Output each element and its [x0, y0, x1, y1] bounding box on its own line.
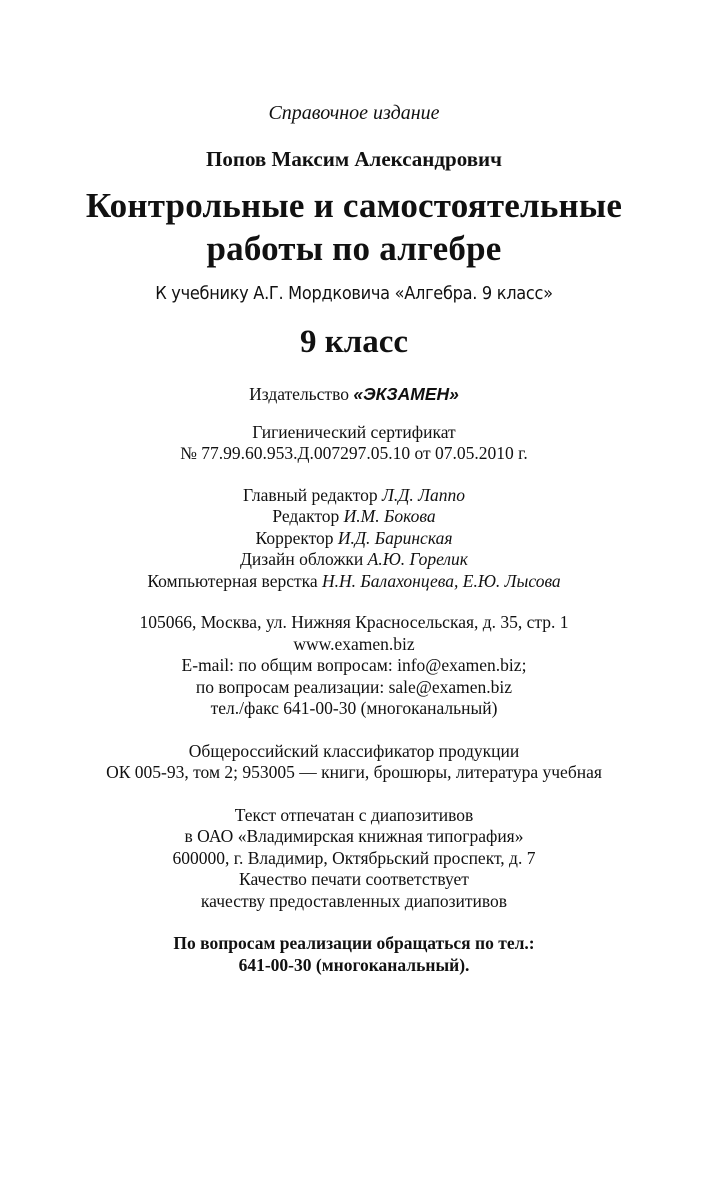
email-sales: по вопросам реализации: sale@examen.biz: [195, 676, 513, 697]
printing-line: в ОАО «Владимирская книжная типография»: [184, 826, 524, 846]
grade-label: 9 класс: [299, 324, 409, 360]
certificate-block: [0, 422, 708, 465]
subtitle: К учебнику А.Г. Мордковича «Алгебра. 9 класс»: [155, 283, 553, 304]
staff-role: Редактор: [272, 506, 340, 526]
sales-contact-line: По вопросам реализации обращаться по тел.:: [173, 933, 535, 953]
classifier-title: Общероссийский классификатор продукции: [188, 740, 520, 761]
staff-item: [0, 528, 708, 550]
postal-address: 105066, Москва, ул. Нижняя Красносельская, д. 35, стр. 1: [139, 612, 569, 632]
staff-name: И.М. Бокова: [343, 506, 436, 526]
staff-item: [0, 571, 708, 593]
staff-name: Н.Н. Балахонцева, Е.Ю. Лысова: [322, 570, 561, 591]
publisher-label: Издательство: [249, 384, 349, 404]
classifier-code: ОК 005-93, том 2; 953005 — книги, брошюры, литература учебная: [106, 762, 602, 782]
staff-name: А.Ю. Горелик: [367, 549, 468, 569]
staff-item: [0, 485, 708, 507]
title-line: Контрольные и самостоятельные: [85, 186, 623, 225]
staff-role: Корректор: [255, 527, 334, 548]
certificate-number: № 77.99.60.953.Д.007297.05.10 от 07.05.2010 г.: [180, 443, 528, 463]
publisher-line: [0, 384, 708, 406]
address-block: [0, 612, 708, 720]
series-label: Справочное издание: [268, 102, 440, 124]
printing-line: качеству предоставленных диапозитивов: [200, 890, 508, 911]
staff-role: Главный редактор: [243, 484, 378, 505]
staff-role: Компьютерная верстка: [147, 570, 318, 591]
printing-line: Текст отпечатан с диапозитивов: [234, 804, 474, 825]
website: www.examen.biz: [293, 633, 415, 654]
printing-line: 600000, г. Владимир, Октябрьский проспект, д. 7: [172, 847, 536, 868]
sales-contact-line: 641-00-30 (многоканальный).: [238, 954, 470, 975]
certificate-title: Гигиенический сертификат: [252, 421, 456, 442]
staff-name: Л.Д. Лаппо: [381, 484, 465, 505]
publisher-name: «ЭКЗАМЕН»: [353, 384, 459, 404]
classifier-block: [0, 741, 708, 784]
email-general: E-mail: по общим вопросам: info@examen.biz;: [181, 655, 527, 675]
sales-contact-block: [0, 933, 708, 976]
printing-line: Качество печати соответствует: [239, 869, 469, 889]
title-line: работы по алгебре: [206, 229, 502, 268]
book-title: [0, 184, 708, 270]
staff-name: И.Д. Баринская: [337, 527, 453, 548]
staff-role: Дизайн обложки: [239, 549, 364, 569]
staff-item: [0, 506, 708, 528]
phone-fax: тел./факс 641-00-30 (многоканальный): [210, 698, 498, 718]
staff-item: [0, 549, 708, 571]
printing-block: [0, 805, 708, 913]
staff-list: [0, 485, 708, 593]
author-name: Попов Максим Александрович: [206, 147, 502, 171]
